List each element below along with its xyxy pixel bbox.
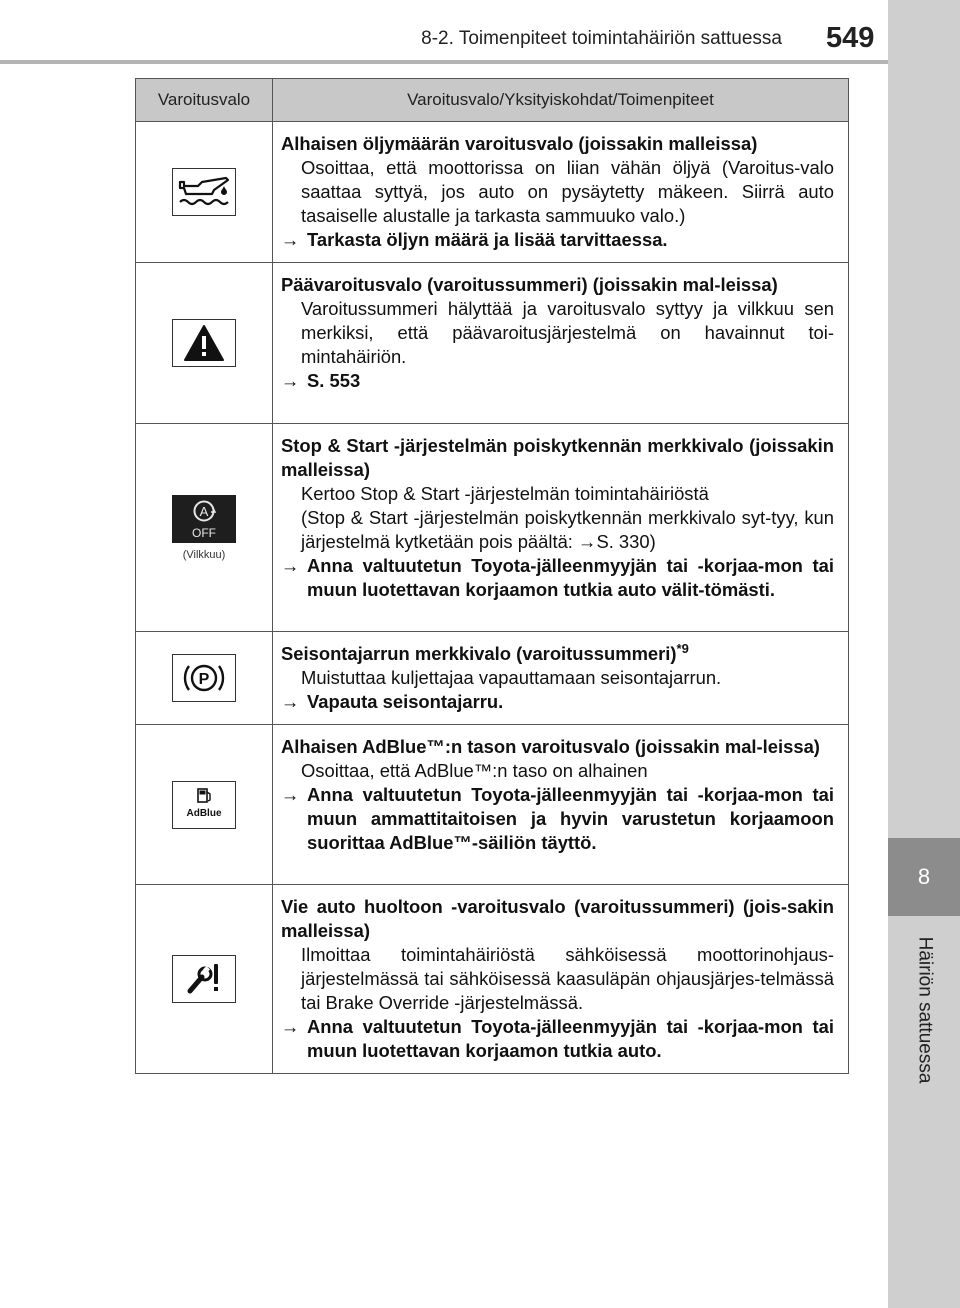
warning-description: Osoittaa, että AdBlue™:n taso on alhainen [301,760,648,781]
svg-text:A: A [199,503,209,519]
icon-cell [136,263,273,424]
warning-light-table [135,78,849,1074]
parking-brake-icon [172,654,236,702]
details-cell [273,885,849,1074]
action-text: Tarkasta öljyn määrä ja lisää tarvittaessa. [307,229,668,250]
icon-label-p: P [198,671,210,688]
warning-description: Osoittaa, että moottorissa on liian vähän öljyä (Varoitus-valo saattaa syttyä, jos auto on pysäytetty mäkeen. Siirrä auto tasaiselle alustalle ja tarkasta sammuuko valo.) [301,157,834,226]
details-cell [273,424,849,632]
chapter-title-text: Häiriön sattuessa [914,936,936,1084]
icon-cell [136,725,273,885]
warning-action [281,1015,834,1063]
warning-title: Alhaisen öljymäärän varoitusvalo (joissakin malleissa) [281,133,758,154]
page-number: 549 [826,22,875,54]
arrow-icon: → [578,531,597,552]
action-text: Vapauta seisontajarru. [307,691,504,712]
warning-title: Stop & Start -järjestelmän poiskytkennän merkkivalo (joissakin malleissa) [281,435,834,480]
icon-caption: (Vilkkuu) [182,548,226,561]
warning-title: Alhaisen AdBlue™:n tason varoitusvalo (joissakin mal-leissa) [281,736,820,757]
page-reference[interactable]: S. 553 [307,370,361,391]
warning-description: Ilmoittaa toimintahäiriöstä sähköisessä moottorinohjaus-järjestelmässä tai sähköisessä kaasuläpän ohjausjärjes-telmässä tai Brake Override -järjestelmässä. [301,944,834,1013]
arrow-icon: → [281,691,300,712]
warning-title: Vie auto huoltoon -varoitusvalo (varoitussummeri) (jois-sakin malleissa) [281,896,834,941]
details-cell [273,122,849,263]
warning-description: Varoitussummeri hälyttää ja varoitusvalo syttyy ja vilkkuu sen merkiksi, että päävaroitusjärjestelmä on havainnut toi-mintahäiriön. [301,298,834,367]
details-cell [273,725,849,885]
icon-label-off: OFF [192,525,216,540]
warning-title: Päävaroitusvalo (varoitussummeri) (joissakin mal-leissa) [281,274,778,295]
header-divider [0,60,888,64]
section-title: 8-2. Toimenpiteet toimintahäiriön sattuessa [421,28,782,49]
warning-description-note: (Stop & Start -järjestelmän poiskytkennän merkkivalo syt-tyy, kun järjestelmä kytketään pois päältä: →S. 330) [301,507,834,552]
icon-cell [136,122,273,263]
warning-description: Kertoo Stop & Start -järjestelmän toimintahäiriöstä [301,483,709,504]
warning-action [281,783,834,855]
warning-description: Muistuttaa kuljettajaa vapauttamaan seisontajarrun. [301,667,722,688]
warning-title: Seisontajarrun merkkivalo (varoitussummeri)$^{*9}$ [281,640,689,664]
footnote-marker: *9 [676,640,689,656]
table-row [136,424,849,632]
arrow-icon: → [281,229,300,250]
arrow-icon: → [281,784,300,805]
icon-cell [136,632,273,725]
icon-cell [136,885,273,1074]
stop-start-off-icon [172,495,236,543]
icon-cell [136,424,273,632]
action-text: Anna valtuutetun Toyota-jälleenmyyjän tai -korjaa-mon tai muun ammattitaitoisen ja hyvin varustetun korjaamoon suorittaa AdBlue™-säiliön täyttö. [307,784,834,853]
warning-action [281,369,834,393]
table-row [136,632,849,725]
table-row [136,263,849,424]
chapter-side-tab [888,0,960,1308]
table-header-row [136,79,849,122]
master-warning-icon [172,319,236,367]
action-text: Anna valtuutetun Toyota-jälleenmyyjän tai -korjaa-mon tai muun luotettavan korjaamon tutkia auto välit-tömästi. [307,555,834,600]
column-header-light: Varoitusvalo [136,79,273,122]
details-cell [273,632,849,725]
arrow-icon: → [281,555,300,576]
column-header-details: Varoitusvalo/Yksityiskohdat/Toimenpiteet [273,79,849,122]
icon-label-adblue: AdBlue [186,807,222,819]
oil-level-icon [172,168,236,216]
warning-action [281,690,834,714]
details-cell [273,263,849,424]
warning-action [281,554,834,602]
adblue-icon [172,781,236,829]
arrow-icon: → [281,370,300,391]
warning-action [281,228,834,252]
arrow-icon: → [281,1016,300,1037]
service-warning-icon [172,955,236,1003]
table-row [136,725,849,885]
page-reference[interactable]: →S. 330) [578,531,656,552]
chapter-title [888,925,960,1095]
table-row [136,885,849,1074]
chapter-number: 8 [888,838,960,916]
action-text: Anna valtuutetun Toyota-jälleenmyyjän tai -korjaa-mon tai muun luotettavan korjaamon tutkia auto. [307,1016,834,1061]
table-row [136,122,849,263]
